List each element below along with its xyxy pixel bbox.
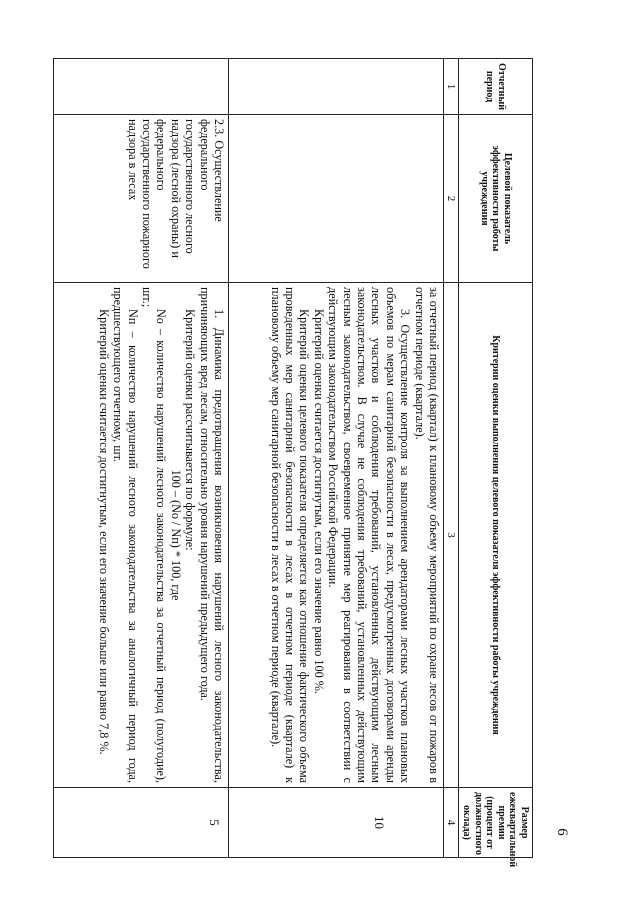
header-period: Отчетный период — [459, 59, 533, 115]
table-row — [229, 59, 444, 858]
period-cell — [54, 59, 229, 115]
bonus-cell: 5 — [54, 788, 229, 858]
rotated-page-frame — [53, 58, 533, 868]
table-row — [54, 59, 229, 858]
indicator-cell: 2.3. Осуществление федерального государственного лесного надзора (лесной охраны) и федерального государственного пожарного надзора в лесах — [54, 115, 229, 283]
formula-line: 100 – (Nо / Nп) * 100, где — [168, 469, 183, 601]
table-header-row — [459, 59, 533, 858]
criteria-cell — [229, 283, 444, 788]
criteria-paragraph: Критерий оценки считается достигнутым, если его значение больше или равно 7,8 %. — [96, 309, 111, 755]
column-number: 2 — [444, 115, 459, 283]
header-criteria: Критерии оценки выполнения целевого показателя эффективности работы учреждения — [459, 283, 533, 788]
header-bonus: Размер ежеквартальной премии (процент от должностного оклада) — [459, 788, 533, 858]
period-cell — [229, 59, 444, 115]
column-number: 3 — [444, 283, 459, 788]
criteria-table — [53, 58, 533, 868]
criteria-paragraph: Критерий оценки считается достигнутым, если его значение равно 100 %. — [311, 309, 326, 694]
criteria-paragraph: Критерий оценки рассчитывается по формуле: — [183, 309, 198, 551]
column-number: 1 — [444, 59, 459, 115]
criteria-paragraph: Nо – количество нарушений лесного законодательства за отчетный период (полугодие), шт.; — [140, 287, 169, 783]
header-indicator: Целевой показатель эффективности работы учреждения — [459, 115, 533, 283]
criteria-paragraph: Nп – количество нарушений лесного законодательства за аналогичный период года, предшествующего отчетному, шт. — [111, 287, 140, 783]
column-number-row — [444, 59, 459, 858]
criteria-paragraph: Критерий оценки целевого показателя определяется как отношение фактического объема проведенных мер санитарной безопасности в лесах в отчетном периоде (квартале) к плановому объему мер санитарной безопасности в лесах в отчетном периоде (квартале). — [268, 287, 312, 783]
bonus-cell: 10 — [229, 788, 444, 858]
criteria-paragraph: 1. Динамика предотвращения возникновения нарушений лесного законодательства, причиняющих вред лесам, относительно уровня нарушений предыдущего года. — [197, 287, 226, 783]
indicator-cell — [229, 115, 444, 283]
criteria-cell — [54, 283, 229, 788]
page-number: 6 — [554, 828, 570, 836]
column-number: 4 — [444, 788, 459, 858]
criteria-paragraph: 3. Осуществление контроля за выполнением арендаторами лесных участков плановых объемов по мерам санитарной безопасности в лесах, предусмотренных договорами аренды лесных участков и соблюдения требований, установленных действующим лесным законодательством. В случае не соблюдения требований, установленных действующим лесным законодательством, своевременное принятие мер реагирования в соответствии с действующим законодательством Российской Федерации. — [326, 287, 413, 783]
criteria-paragraph: за отчетный период (квартал) к плановому объему мероприятий по охране лесов от пожаров в отчетном периоде (квартале). — [412, 287, 441, 783]
